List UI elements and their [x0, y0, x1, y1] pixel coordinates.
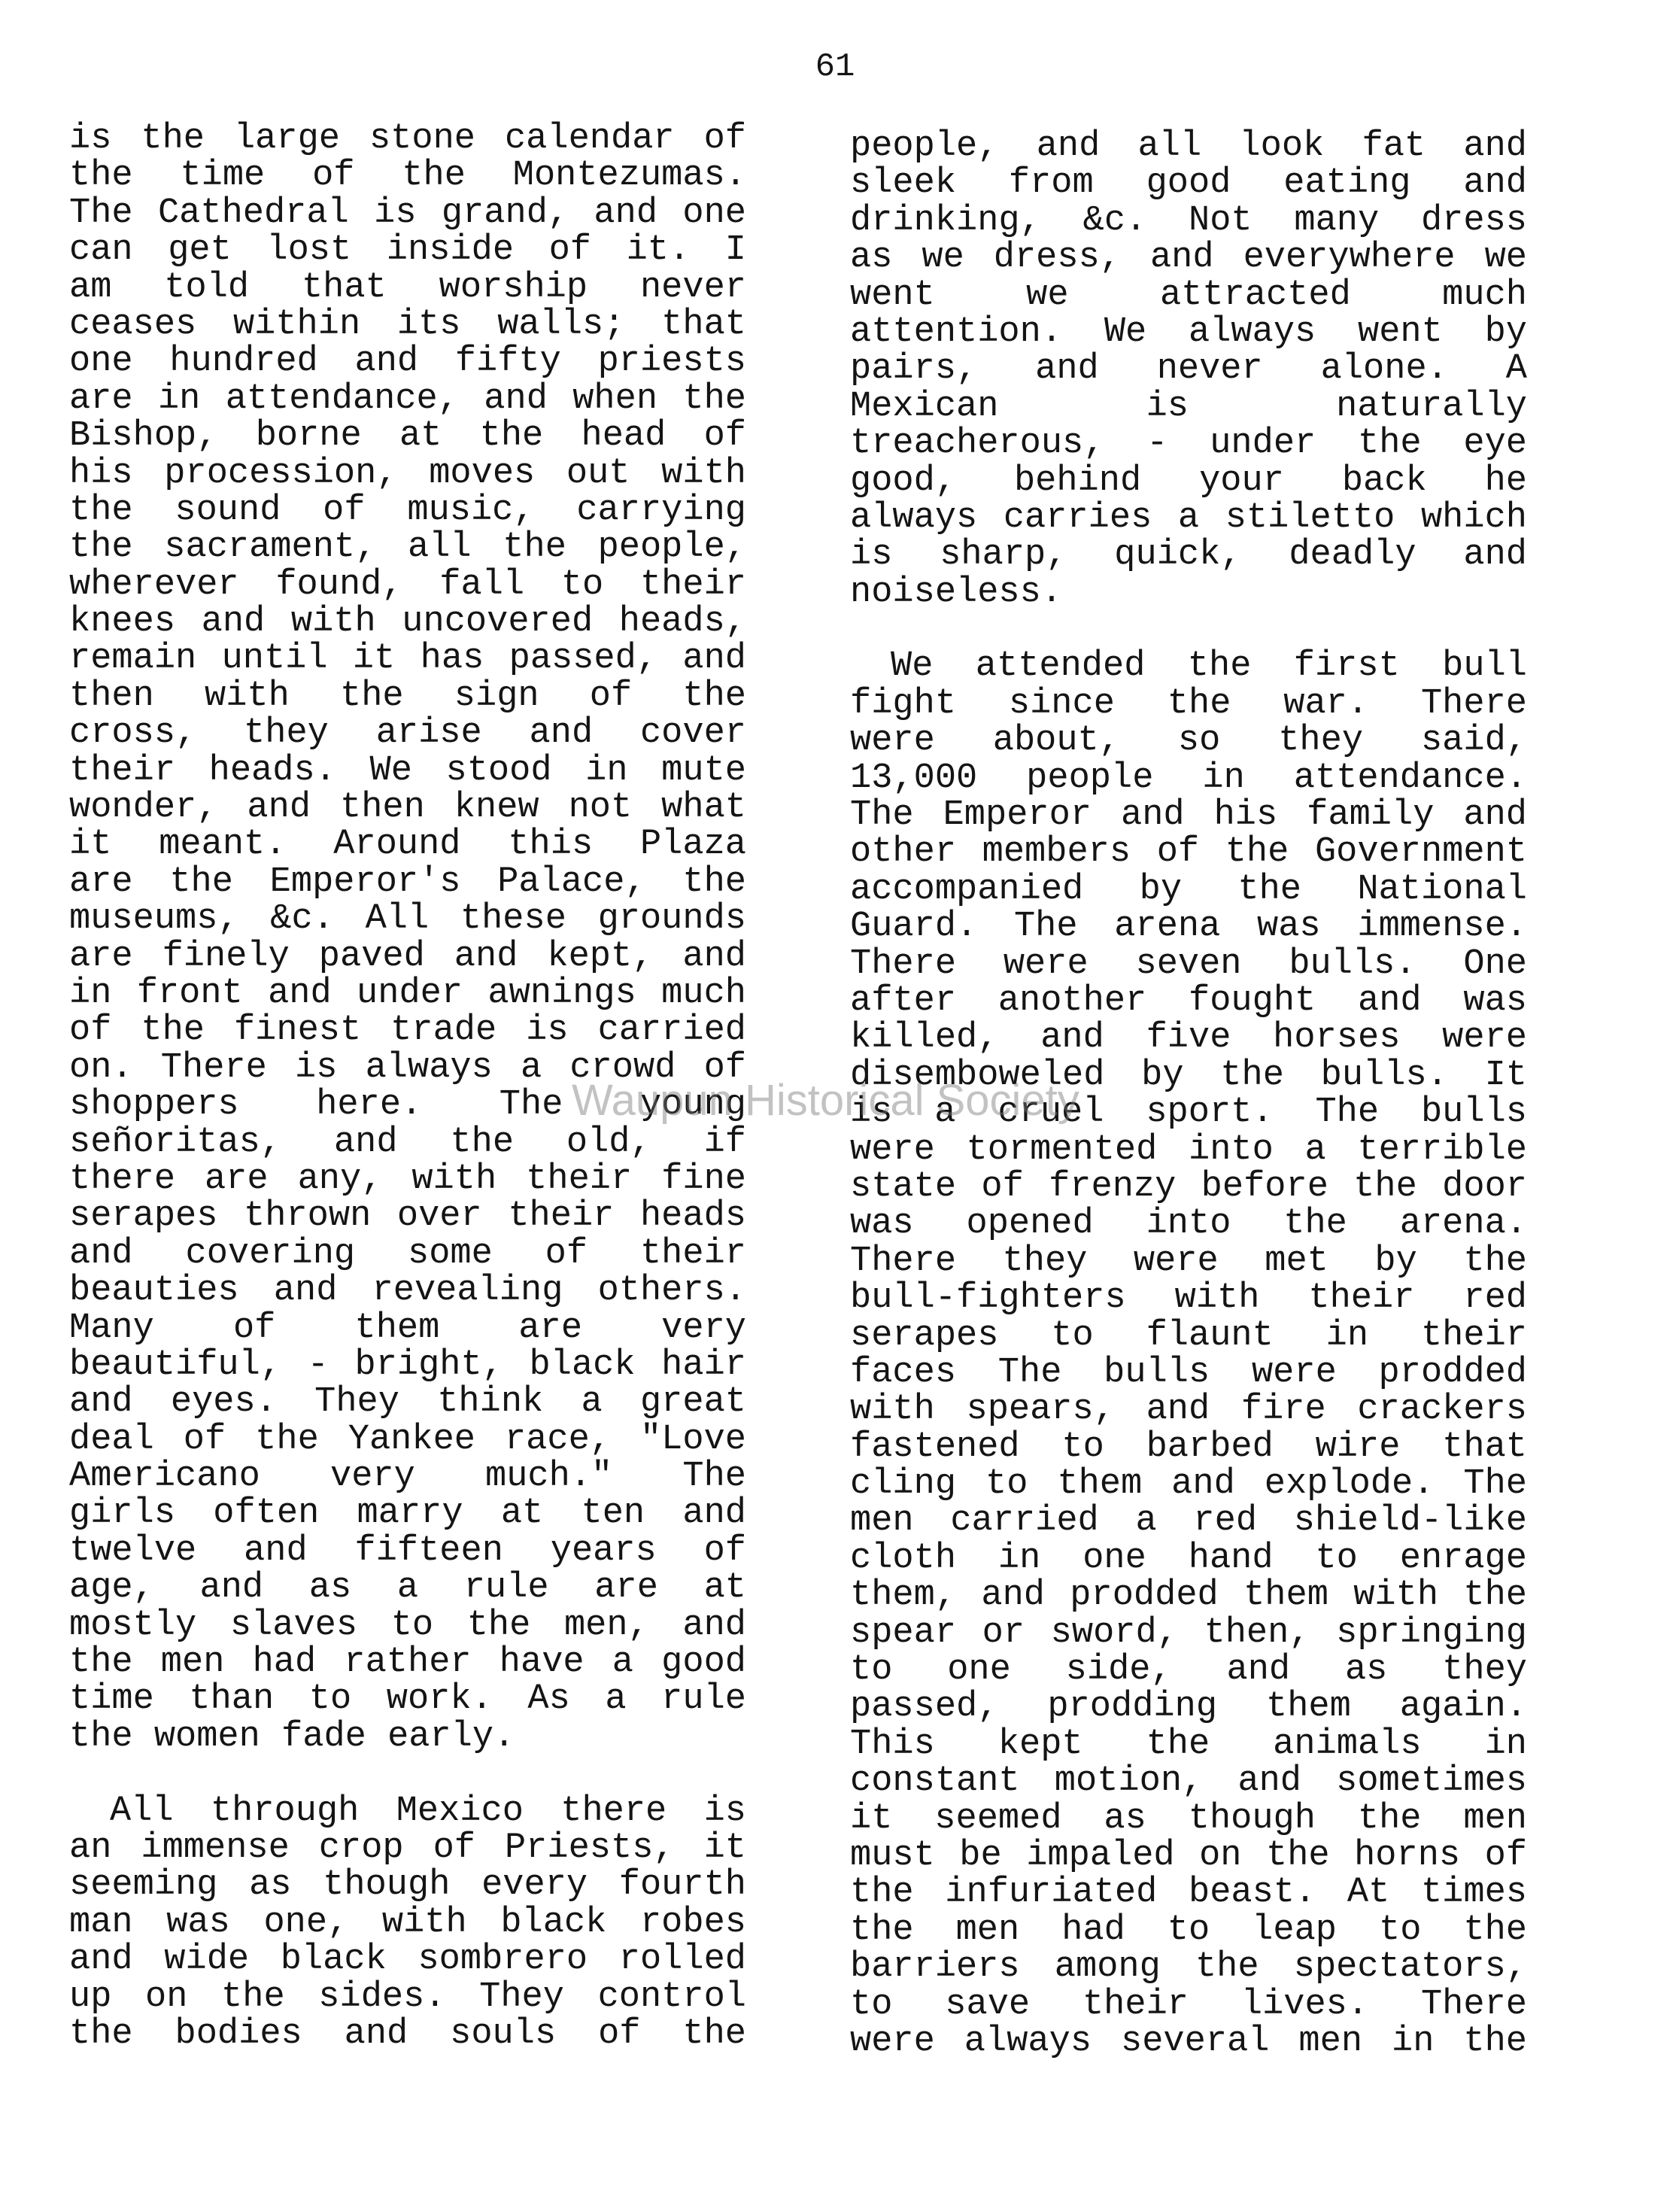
text-line: time than to work. As a rule [69, 1679, 746, 1720]
text-line: cloth in one hand to enrage [850, 1538, 1527, 1578]
text-line: disemboweled by the bulls. It [850, 1055, 1527, 1095]
watermark: Waupun Historical Society [572, 1076, 1079, 1125]
text-line: age, and as a rule are at [69, 1568, 746, 1609]
text-line: an immense crop of Priests, it [69, 1828, 746, 1868]
text-line: the sound of music, carrying [69, 490, 746, 530]
text-line: Bishop, borne at the head of [69, 416, 746, 457]
text-line: Many of them are very [69, 1308, 746, 1348]
text-line: wonder, and then knew not what [69, 788, 746, 828]
text-line: the women fade early. [69, 1716, 515, 1757]
text-line: shoppers here. The young [69, 1085, 746, 1126]
text-line: The Emperor and his family and [850, 795, 1527, 836]
text-line: their heads. We stood in mute [69, 750, 746, 791]
text-line: them, and prodded them with the [850, 1575, 1527, 1616]
text-line: serapes to flaunt in their [850, 1315, 1527, 1356]
text-line: girls often marry at ten and [69, 1493, 746, 1534]
text-line: up on the sides. They control [69, 1977, 746, 2017]
text-line: after another fought and was [850, 980, 1527, 1021]
text-line: the bodies and souls of the [69, 2013, 746, 2054]
text-line: attention. We always went by [850, 311, 1527, 352]
text-line: it meant. Around this Plaza [69, 825, 746, 865]
text-line: beautiful, - bright, black hair [69, 1345, 746, 1385]
text-line: state of frenzy before the door [850, 1166, 1527, 1207]
text-line: in front and under awnings much [69, 973, 746, 1013]
text-line: and wide black sombrero rolled [69, 1940, 746, 1980]
text-line: drinking, &c. Not many dress [850, 200, 1527, 241]
text-line: the men had to leap to the [850, 1910, 1527, 1950]
text-line: is the large stone calendar of [69, 119, 746, 159]
text-line: accompanied by the National [850, 869, 1527, 910]
text-line: one hundred and fifty priests [69, 342, 746, 382]
text-line: is a cruel sport. The bulls [850, 1092, 1527, 1133]
text-line: went we attracted much [850, 275, 1527, 315]
text-line: the men had rather have a good [69, 1642, 746, 1683]
text-line: We attended the first bull [891, 646, 1527, 687]
text-line: This kept the animals in [850, 1724, 1527, 1764]
text-line: There were seven bulls. One [850, 943, 1527, 984]
text-line: barriers among the spectators, [850, 1947, 1527, 1988]
right-text-column [850, 128, 1527, 2060]
text-line: must be impaled on the horns of [850, 1835, 1527, 1876]
text-line: treacherous, - under the eye [850, 424, 1527, 464]
text-line: the sacrament, all the people, [69, 527, 746, 568]
text-line: always carries a stiletto which [850, 497, 1527, 538]
text-line: it seemed as though the men [850, 1798, 1527, 1839]
paragraph-break [69, 1755, 746, 1792]
text-line: fastened to barbed wire that [850, 1427, 1527, 1467]
text-line: on. There is always a crowd of [69, 1047, 746, 1088]
text-line: cling to them and explode. The [850, 1464, 1527, 1505]
text-line: 13,000 people in attendance. [850, 758, 1527, 798]
page-number: 61 [815, 48, 855, 86]
text-line: Americano very much." The [69, 1457, 746, 1497]
text-line: the infuriated beast. At times [850, 1873, 1527, 1913]
text-line: pairs, and never alone. A [850, 349, 1527, 390]
text-line: beauties and revealing others. [69, 1271, 746, 1311]
text-line: mostly slaves to the men, and [69, 1605, 746, 1645]
text-line: good, behind your back he [850, 460, 1527, 501]
text-line: other members of the Government [850, 832, 1527, 873]
text-line: señoritas, and the old, if [69, 1122, 746, 1162]
text-line: faces The bulls were prodded [850, 1352, 1527, 1393]
text-line: with spears, and fire crackers [850, 1390, 1527, 1430]
text-line: were about, so they said, [850, 721, 1527, 761]
text-line: passed, prodding them again. [850, 1687, 1527, 1727]
text-line: men carried a red shield-like [850, 1501, 1527, 1542]
text-line: am told that worship never [69, 267, 746, 308]
text-line: are finely paved and kept, and [69, 936, 746, 977]
text-line: and covering some of their [69, 1233, 746, 1274]
text-line: are in attendance, and when the [69, 378, 746, 419]
text-line: deal of the Yankee race, "Love [69, 1419, 746, 1460]
left-text-column [69, 120, 746, 2052]
text-line: museums, &c. All these grounds [69, 899, 746, 940]
text-line: to save their lives. There [850, 1984, 1527, 2025]
text-line: knees and with uncovered heads, [69, 602, 746, 643]
text-line: were always several men in the [850, 2021, 1527, 2062]
text-line: there are any, with their fine [69, 1159, 746, 1199]
text-line: sleek from good eating and [850, 163, 1527, 204]
text-line: wherever found, fall to their [69, 564, 746, 605]
paragraph-break [850, 611, 1527, 648]
text-line: can get lost inside of it. I [69, 230, 746, 271]
text-line: of the finest trade is carried [69, 1010, 746, 1051]
text-line: to one side, and as they [850, 1650, 1527, 1691]
text-line: people, and all look fat and [850, 126, 1527, 166]
text-line: the time of the Montezumas. [69, 156, 746, 196]
text-line: spear or sword, then, springing [850, 1612, 1527, 1653]
text-line: There they were met by the [850, 1241, 1527, 1281]
text-line: killed, and five horses were [850, 1018, 1527, 1059]
text-line: is sharp, quick, deadly and [850, 535, 1527, 576]
text-line: then with the sign of the [69, 676, 746, 716]
text-line: twelve and fifteen years of [69, 1530, 746, 1571]
text-line: cross, they arise and cover [69, 713, 746, 754]
text-line: and eyes. They think a great [69, 1382, 746, 1423]
text-line: fight since the war. There [850, 683, 1527, 724]
text-line: serapes thrown over their heads [69, 1196, 746, 1237]
text-line: The Cathedral is grand, and one [69, 193, 746, 233]
text-line: All through Mexico there is [110, 1791, 746, 1831]
text-line: as we dress, and everywhere we [850, 238, 1527, 278]
text-line: bull-fighters with their red [850, 1278, 1527, 1319]
text-line: was opened into the arena. [850, 1204, 1527, 1244]
text-line: Guard. The arena was immense. [850, 907, 1527, 947]
text-line: constant motion, and sometimes [850, 1761, 1527, 1802]
text-line: man was one, with black robes [69, 1902, 746, 1943]
text-line: Mexican is naturally [850, 386, 1527, 427]
text-line: noiseless. [850, 572, 1063, 612]
text-line: are the Emperor's Palace, the [69, 861, 746, 902]
text-line: his procession, moves out with [69, 453, 746, 494]
text-line: ceases within its walls; that [69, 304, 746, 345]
text-line: seeming as though every fourth [69, 1865, 746, 1906]
text-line: remain until it has passed, and [69, 639, 746, 679]
text-line: were tormented into a terrible [850, 1129, 1527, 1170]
